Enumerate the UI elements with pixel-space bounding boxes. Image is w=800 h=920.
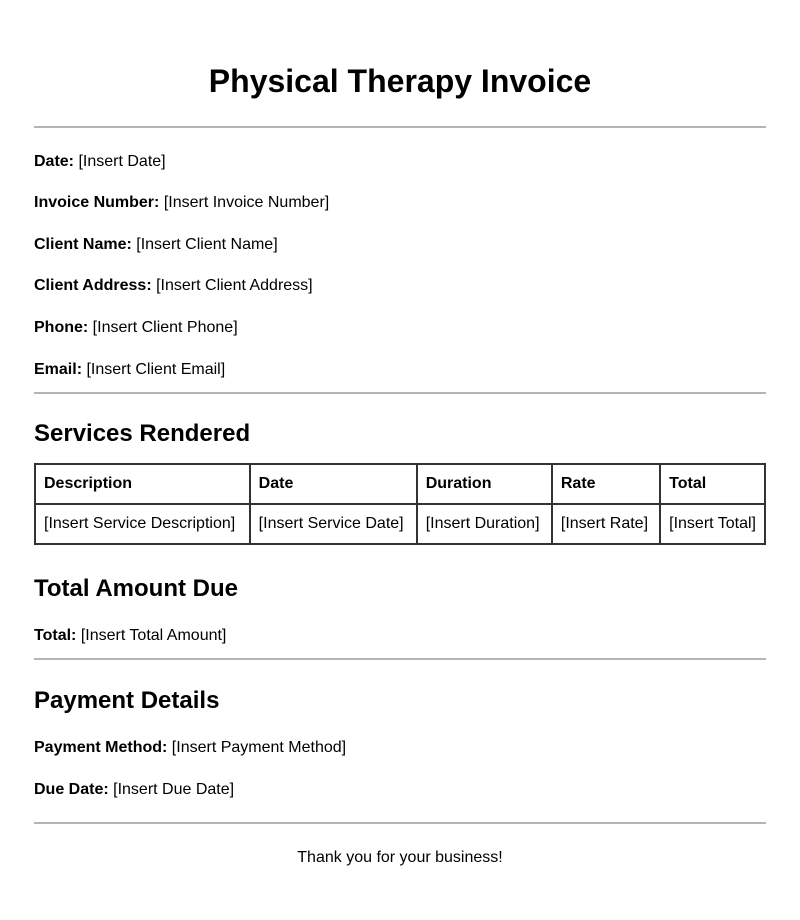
services-heading: Services Rendered	[34, 420, 251, 447]
field-value: [Insert Due Date]	[113, 781, 235, 798]
field-label: Total:	[34, 627, 77, 644]
column-header: Duration	[417, 464, 552, 504]
column-header: Date	[250, 464, 417, 504]
table-header-row	[35, 464, 765, 504]
column-header: Rate	[552, 464, 660, 504]
date-field	[34, 152, 166, 172]
field-value: [Insert Total Amount]	[80, 627, 227, 644]
client-name-field	[34, 235, 278, 255]
field-value: [Insert Payment Method]	[171, 739, 347, 756]
divider	[34, 392, 766, 394]
divider	[34, 658, 766, 660]
field-value: [Insert Client Email]	[86, 361, 226, 378]
field-value: [Insert Client Address]	[156, 277, 313, 294]
column-header: Description	[35, 464, 250, 504]
table-cell: [Insert Total]	[660, 504, 765, 544]
field-value: [Insert Invoice Number]	[163, 194, 330, 211]
field-label: Client Name:	[34, 236, 132, 253]
table-cell: [Insert Service Description]	[35, 504, 250, 544]
footer-thanks: Thank you for your business!	[297, 849, 503, 866]
divider	[34, 822, 766, 824]
field-value: [Insert Client Phone]	[92, 319, 238, 336]
payment-heading: Payment Details	[34, 687, 220, 714]
table-cell: [Insert Duration]	[417, 504, 552, 544]
field-label: Email:	[34, 361, 83, 378]
total-field	[34, 626, 226, 646]
due-date-field	[34, 780, 234, 800]
page-title: Physical Therapy Invoice	[208, 63, 592, 99]
field-label: Client Address:	[34, 277, 152, 294]
payment-method-field	[34, 738, 346, 758]
table-row	[35, 504, 765, 544]
email-field	[34, 360, 225, 380]
table-cell: [Insert Service Date]	[250, 504, 417, 544]
phone-field	[34, 318, 238, 338]
field-value: [Insert Date]	[78, 153, 166, 170]
invoice-number-field	[34, 193, 329, 213]
client-address-field	[34, 276, 313, 296]
table-cell: [Insert Rate]	[552, 504, 660, 544]
field-label: Payment Method:	[34, 739, 168, 756]
divider	[34, 126, 766, 128]
field-label: Invoice Number:	[34, 194, 160, 211]
total-due-heading: Total Amount Due	[34, 575, 238, 602]
column-header: Total	[660, 464, 765, 504]
field-label: Phone:	[34, 319, 89, 336]
services-table	[34, 463, 766, 545]
field-label: Due Date:	[34, 781, 109, 798]
field-value: [Insert Client Name]	[136, 236, 278, 253]
field-label: Date:	[34, 153, 75, 170]
